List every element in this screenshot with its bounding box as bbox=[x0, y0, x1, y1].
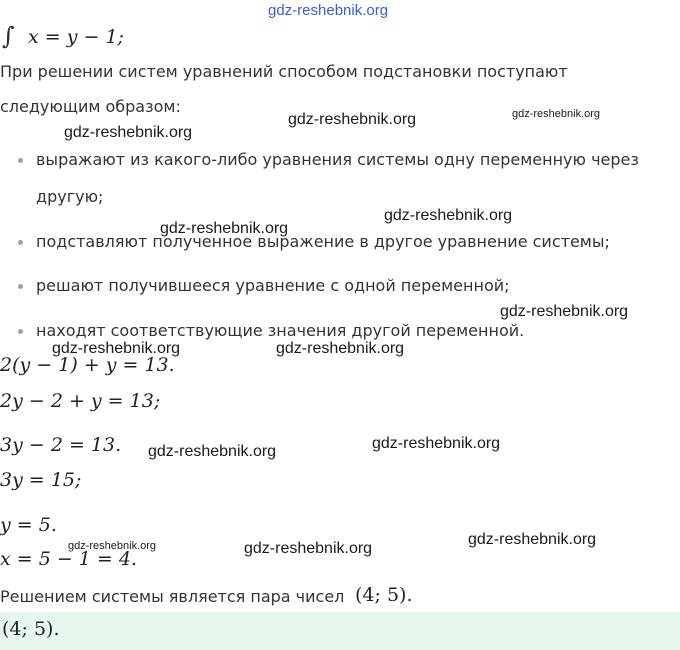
intro-line-2: следующим образом: bbox=[0, 97, 181, 116]
watermark-text: gdz-reshebnik.org bbox=[372, 435, 501, 452]
bullet-marker bbox=[18, 240, 23, 245]
system-equation: x = y − 1; bbox=[28, 26, 124, 48]
watermark-text: gdz-reshebnik.org bbox=[500, 303, 629, 320]
conclusion-pair: (4; 5). bbox=[355, 584, 413, 606]
list-item: подставляют полученное выражение в другое уравнение системы; bbox=[36, 232, 610, 251]
watermark-text: gdz-reshebnik.org bbox=[244, 540, 373, 557]
bullet-marker bbox=[18, 284, 23, 289]
watermark-text: gdz-reshebnik.org bbox=[148, 443, 277, 460]
bullet-marker bbox=[18, 329, 23, 334]
system-brace: ∫ bbox=[2, 22, 15, 50]
list-item-continuation: другую; bbox=[36, 187, 104, 206]
watermark-text: gdz-reshebnik.org bbox=[160, 220, 289, 237]
list-item: выражают из какого-либо уравнения системы одну переменную через bbox=[36, 150, 639, 169]
bullet-marker bbox=[18, 158, 23, 163]
watermark-text: gdz-reshebnik.org bbox=[468, 531, 597, 548]
header-watermark: gdz-reshebnik.org bbox=[268, 2, 389, 19]
watermark-text: gdz-reshebnik.org bbox=[384, 207, 513, 224]
answer-value: (4; 5). bbox=[2, 618, 60, 640]
intro-line-1: При решении систем уравнений способом подстановки поступают bbox=[0, 62, 568, 81]
equation-line: x = 5 − 1 = 4. bbox=[0, 548, 138, 570]
equation-line: y = 5. bbox=[0, 514, 57, 536]
equation-line: 3y − 2 = 13. bbox=[0, 434, 122, 456]
watermark-text: gdz-reshebnik.org bbox=[52, 340, 181, 357]
watermark-text: gdz-reshebnik.org bbox=[68, 540, 157, 552]
watermark-text: gdz-reshebnik.org bbox=[64, 124, 193, 141]
equation-line: 2y − 2 + y = 13; bbox=[0, 390, 161, 412]
equation-line: 2(y − 1) + y = 13. bbox=[0, 354, 175, 376]
watermark-text: gdz-reshebnik.org bbox=[288, 111, 417, 128]
list-item: решают получившееся уравнение с одной переменной; bbox=[36, 276, 510, 295]
watermark-text: gdz-reshebnik.org bbox=[276, 340, 405, 357]
list-item: находят соответствующие значения другой переменной. bbox=[36, 321, 525, 340]
watermark-text: gdz-reshebnik.org bbox=[512, 108, 601, 120]
conclusion-text: Решением системы является пара чисел bbox=[0, 587, 345, 606]
equation-line: 3y = 15; bbox=[0, 469, 82, 491]
answer-box bbox=[0, 612, 680, 650]
